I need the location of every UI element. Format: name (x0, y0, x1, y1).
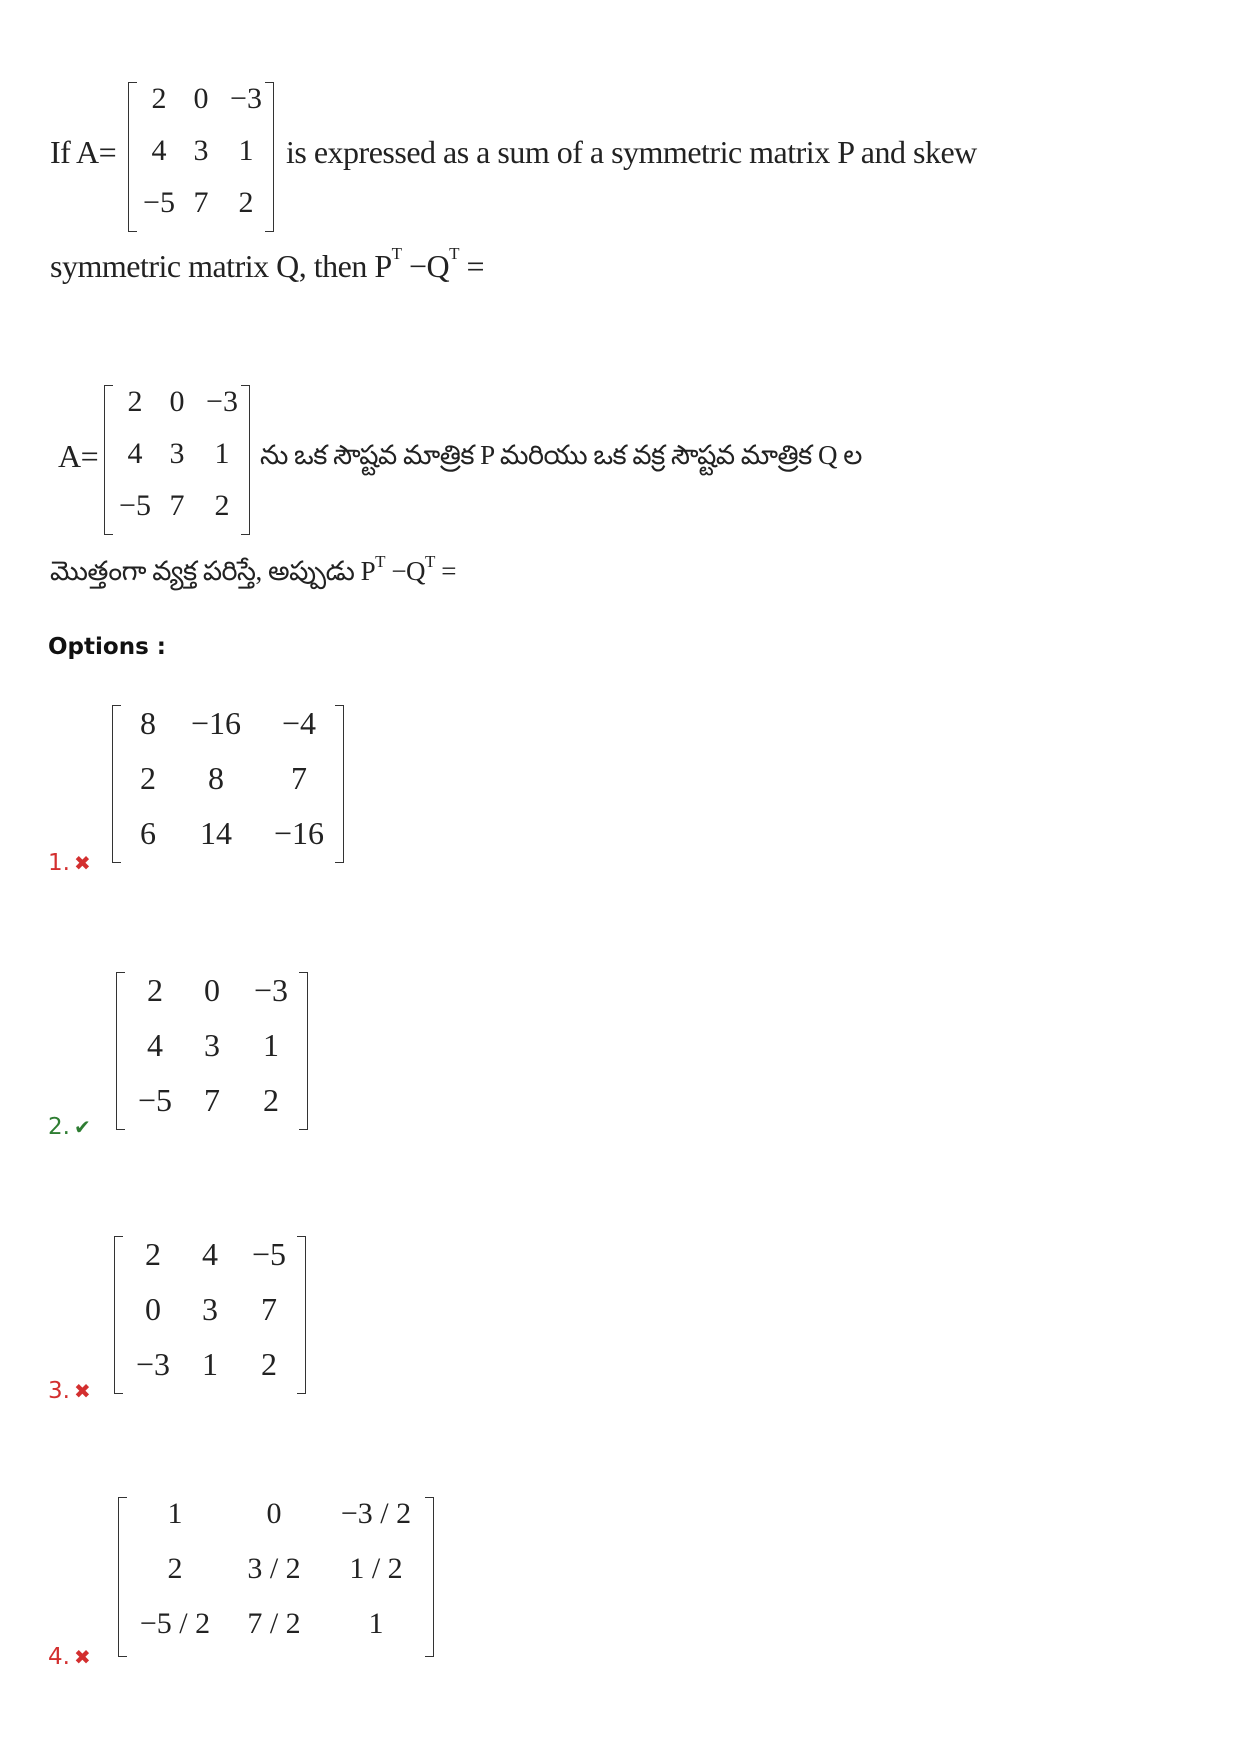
matrix-cell: 0 (204, 972, 220, 1008)
matrix-cell: 4 (202, 1236, 218, 1272)
matrix-cell: 1 (167, 1497, 183, 1530)
wrong-icon: ✖ (73, 1645, 91, 1669)
option-number: 1. (48, 850, 70, 876)
question-te-prefix: A= (58, 438, 99, 474)
matrix-cell: 7 (193, 186, 209, 219)
option-3-matrix[interactable] (114, 1236, 306, 1394)
matrix-cell: 3 (169, 437, 185, 470)
matrix-cell: 0 (169, 385, 185, 418)
matrix-cell: 14 (200, 815, 232, 851)
matrix-cell: −16 (273, 815, 325, 851)
matrix-cell: 2 (238, 186, 254, 219)
matrix-cell: 2 (214, 489, 230, 522)
matrix-cell: 7 (204, 1082, 220, 1118)
matrix-cell: 2 (140, 760, 156, 796)
option-2-matrix[interactable] (116, 972, 308, 1130)
matrix-cell: 7 (169, 489, 185, 522)
matrix-cell: 3 (202, 1291, 218, 1327)
matrix-cell: 4 (127, 437, 143, 470)
matrix-cell: 2 (261, 1346, 277, 1382)
matrix-cell: −5 / 2 (139, 1607, 211, 1640)
matrix-cell: 1 (263, 1027, 279, 1063)
option-1-matrix[interactable] (112, 705, 344, 863)
question-en-prefix: If A= (50, 134, 117, 170)
matrix-cell: −3 (206, 385, 238, 418)
matrix-cell: 7 (261, 1291, 277, 1327)
option-3-label[interactable] (48, 1378, 91, 1404)
matrix-cell: 1 (214, 437, 230, 470)
option-1-label[interactable] (48, 850, 91, 876)
matrix-cell: 2 (167, 1552, 183, 1585)
matrix-cell: 0 (145, 1291, 161, 1327)
matrix-cell: −16 (190, 705, 242, 741)
matrix-cell: 1 (202, 1346, 218, 1382)
matrix-cell: −4 (281, 705, 317, 741)
matrix-cell: 7 / 2 (247, 1607, 301, 1640)
wrong-icon: ✖ (73, 851, 91, 875)
matrix-cell: −5 (137, 1082, 173, 1118)
matrix-cell: 1 (238, 134, 254, 167)
wrong-icon: ✖ (73, 1379, 91, 1403)
matrix-cell: 2 (145, 1236, 161, 1272)
matrix-cell: 6 (140, 815, 156, 851)
question-te-suffix: ను ఒక సౌష్టవ మాత్రిక P మరియు ఒక వక్ర సౌష్టవ మాత్రిక Q ల (260, 440, 862, 470)
question-en-line2: symmetric matrix Q, then $P^T -Q^T$ = (50, 244, 485, 284)
matrix-cell: 2 (147, 972, 163, 1008)
matrix-cell: 3 (193, 134, 209, 167)
option-4-label[interactable] (48, 1644, 91, 1670)
matrix-cell: 1 / 2 (349, 1552, 403, 1585)
matrix-cell: 7 (291, 760, 307, 796)
option-4-matrix[interactable] (118, 1497, 434, 1657)
check-icon: ✔ (73, 1115, 91, 1139)
matrix-cell: −5 (251, 1236, 287, 1272)
matrix-cell: −3 (135, 1346, 171, 1382)
option-number: 4. (48, 1644, 70, 1670)
option-number: 2. (48, 1114, 70, 1140)
matrix-cell: 3 (204, 1027, 220, 1063)
matrix-cell: −3 / 2 (340, 1497, 412, 1530)
option-number: 3. (48, 1378, 70, 1404)
matrix-cell: 1 (368, 1607, 384, 1640)
matrix-cell: −3 (253, 972, 289, 1008)
question-te-line2: మొత్తంగా వ్యక్త పరిస్తే, అప్పుడు $P^T -Q^T$ = (50, 552, 456, 586)
matrix-cell: −5 (119, 489, 151, 522)
matrix-cell: 8 (208, 760, 224, 796)
matrix-cell: 0 (266, 1497, 282, 1530)
matrix-cell: 3 / 2 (247, 1552, 301, 1585)
matrix-cell: 0 (193, 82, 209, 115)
options-heading: Options : (48, 634, 166, 660)
matrix-cell: 8 (140, 705, 156, 741)
matrix-cell: 2 (263, 1082, 279, 1118)
matrix-cell: −3 (230, 82, 262, 115)
matrix-cell: 4 (147, 1027, 163, 1063)
question-en-suffix: is expressed as a sum of a symmetric matrix P and skew (286, 134, 977, 170)
matrix-cell: 4 (151, 134, 167, 167)
question-en-matrix (128, 82, 274, 232)
matrix-cell: 2 (151, 82, 167, 115)
matrix-cell: 2 (127, 385, 143, 418)
option-2-label[interactable] (48, 1114, 91, 1140)
question-te-matrix (104, 385, 250, 535)
matrix-cell: −5 (143, 186, 175, 219)
